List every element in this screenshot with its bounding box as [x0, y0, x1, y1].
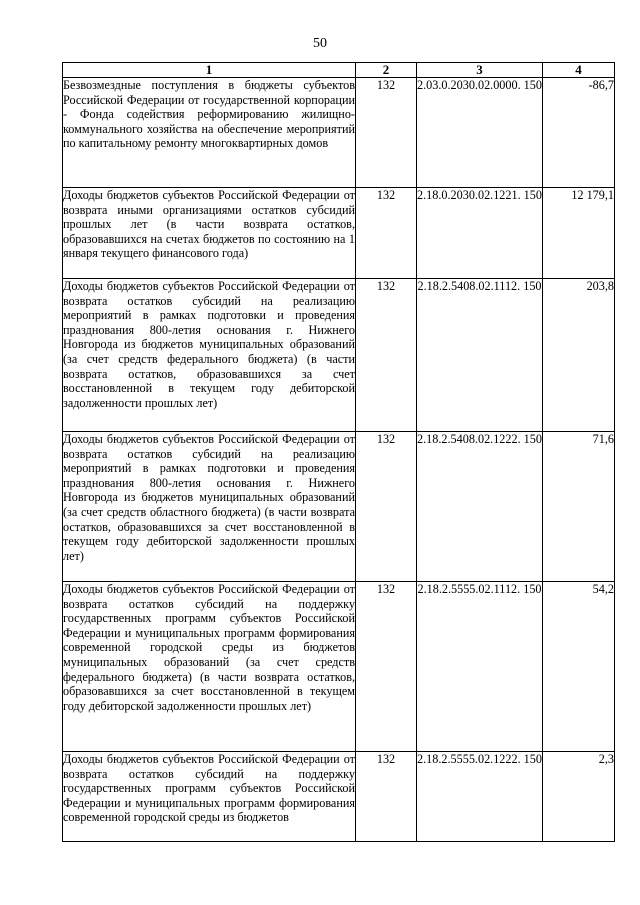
- administrator-code: 132: [356, 279, 417, 432]
- administrator-code: 132: [356, 582, 417, 752]
- column-header-1: 1: [63, 63, 356, 78]
- column-header-4: 4: [543, 63, 615, 78]
- table-row: [63, 752, 615, 842]
- table-row: [63, 279, 615, 432]
- administrator-code: 132: [356, 752, 417, 842]
- revenue-description: Доходы бюджетов субъектов Российской Федерации от возврата остатков субсидий на реализацию мероприятий в рамках подготовки и проведения празднования 800-летия основания г. Нижнего Новгорода из бюджетов муниципальных образований (за счет средств федерального бюджета) (в части возврата остатков, образовавшихся за счет восстановленной в текущем году дебиторской задолженности прошлых лет): [63, 279, 356, 432]
- amount: -86,7: [543, 78, 615, 188]
- amount: 203,8: [543, 279, 615, 432]
- amount: 54,2: [543, 582, 615, 752]
- table-row: [63, 432, 615, 582]
- administrator-code: 132: [356, 432, 417, 582]
- budget-classification-code: 2.18.2.5555.02.1222. 150: [417, 752, 543, 842]
- budget-revenue-table: [62, 62, 615, 842]
- budget-classification-code: 2.18.2.5408.02.1222. 150: [417, 432, 543, 582]
- page-number: 50: [313, 36, 327, 51]
- table-row: [63, 78, 615, 188]
- column-header-2: 2: [356, 63, 417, 78]
- revenue-description: Доходы бюджетов субъектов Российской Федерации от возврата остатков субсидий на поддержку государственных программ субъектов Российской Федерации и муниципальных программ формирования современной городской среды из бюджетов муниципальных образований (за счет средств федерального бюджета) (в части возврата остатков, образовавшихся за счет восстановленной в текущем году дебиторской задолженности прошлых лет): [63, 582, 356, 752]
- revenue-description: Доходы бюджетов субъектов Российской Федерации от возврата остатков субсидий на поддержку государственных программ субъектов Российской Федерации и муниципальных программ формирования современной городской среды из бюджетов: [63, 752, 356, 842]
- budget-classification-code: 2.18.2.5555.02.1112. 150: [417, 582, 543, 752]
- table-header-row: [63, 63, 615, 78]
- administrator-code: 132: [356, 188, 417, 279]
- amount: 12 179,1: [543, 188, 615, 279]
- amount: 2,3: [543, 752, 615, 842]
- amount: 71,6: [543, 432, 615, 582]
- table-row: [63, 582, 615, 752]
- administrator-code: 132: [356, 78, 417, 188]
- budget-classification-code: 2.18.2.5408.02.1112. 150: [417, 279, 543, 432]
- budget-classification-code: 2.03.0.2030.02.0000. 150: [417, 78, 543, 188]
- column-header-3: 3: [417, 63, 543, 78]
- budget-classification-code: 2.18.0.2030.02.1221. 150: [417, 188, 543, 279]
- table-row: [63, 188, 615, 279]
- revenue-description: Доходы бюджетов субъектов Российской Федерации от возврата остатков субсидий на реализацию мероприятий в рамках подготовки и проведения празднования 800-летия основания г. Нижнего Новгорода из бюджетов муниципальных образований (за счет средств областного бюджета) (в части возврата остатков, образовавшихся за счет восстановленной в текущем году дебиторской задолженности прошлых лет): [63, 432, 356, 582]
- revenue-description: Доходы бюджетов субъектов Российской Федерации от возврата иными организациями остатков субсидий прошлых лет (в части возврата остатков, образовавшихся на счетах бюджетов по состоянию на 1 января текущего финансового года): [63, 188, 356, 279]
- revenue-description: Безвозмездные поступления в бюджеты субъектов Российской Федерации от государственной корпорации - Фонда содействия реформированию жилищно-коммунального хозяйства на обеспечение мероприятий по капитальному ремонту многоквартирных домов: [63, 78, 356, 188]
